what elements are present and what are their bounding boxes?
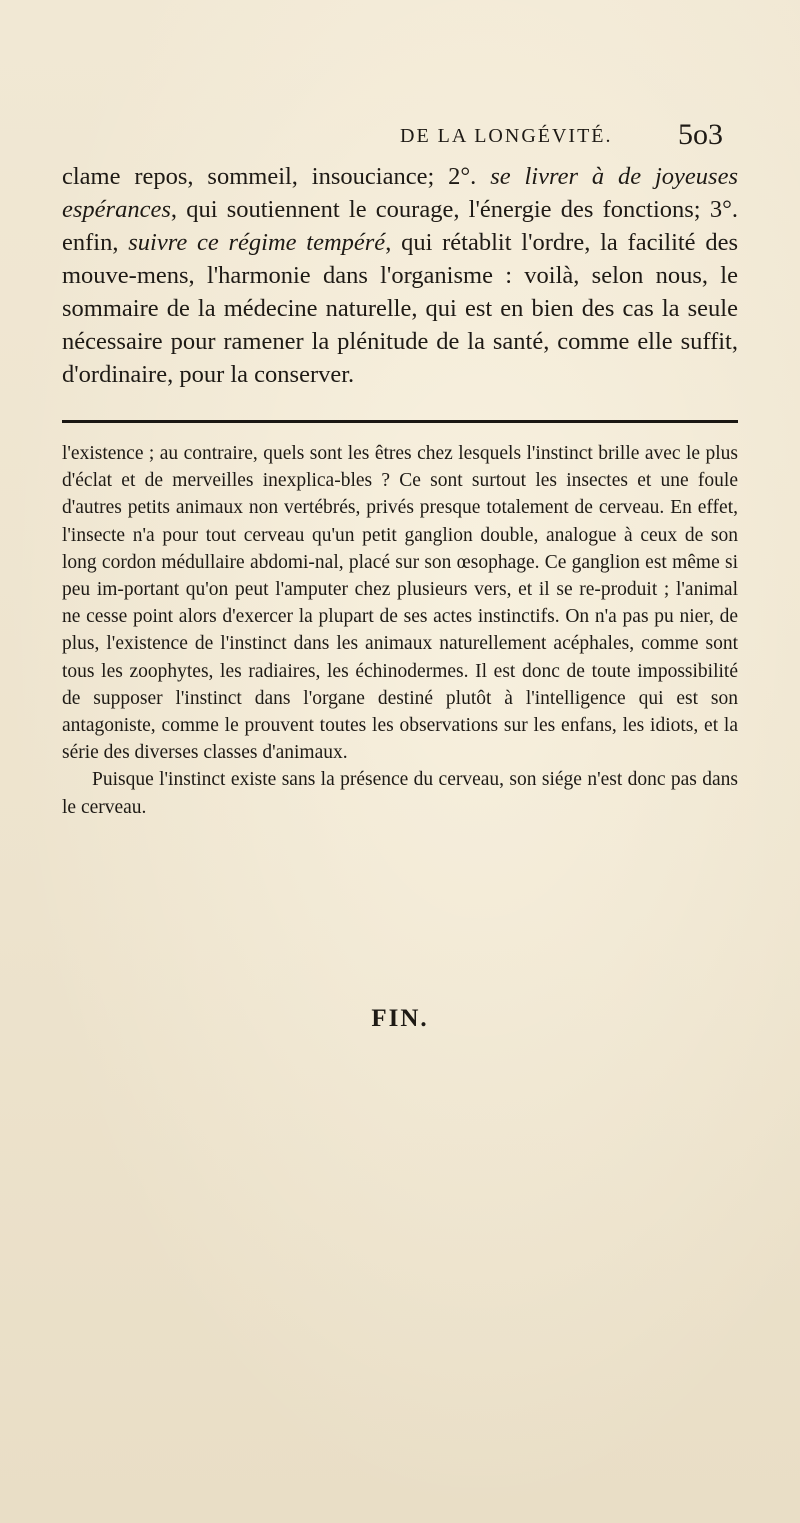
footnote-paragraph: l'existence ; au contraire, quels sont les êtres chez lesquels l'instinct brille avec le plus d'éclat et de merveilles inexplica-bles ? Ce sont surtout les insectes et une foule d'autres petits animaux non vertébrés, privés presque totalement de cerveau. En effet, l'insecte n'a pour tout cerveau qu'un petit ganglion double, analogue à ceux de son long cordon médullaire abdomi-nal, placé sur son œsophage. Ce ganglion est même si peu im-portant qu'on peut l'amputer chez plusieurs vers, et il se re-produit ; l'animal ne cesse point alors d'exercer la plupart de ses actes instinctifs. On n'a pas pu nier, de plus, l'existence de l'instinct dans les animaux naturellement acéphales, comme sont tous les zoophytes, les radiaires, les échinodermes. Il est donc de toute impossibilité de supposer l'instinct dans l'organe destiné plutôt à l'intelligence qui est son antagoniste, comme le prouvent toutes les observations sur les enfans, les idiots, et la série des diverses classes d'animaux. [62,443,738,764]
main-text-italic: suivre ce régime tempéré [128,229,386,256]
main-text-italic: se livrer à de joyeuses espérances [62,163,738,223]
main-paragraph [62,160,738,391]
running-head: DE LA LONGÉVITÉ. [400,125,613,147]
footnote-paragraph: Puisque l'instinct existe sans la présence du cerveau, son siége n'est donc pas dans le cerveau. [62,769,738,818]
main-text-segment: , qui soutiennent le courage, l'énergie des fonctions; 3°. enfin, [62,196,738,256]
main-body-text [62,160,738,391]
page-number: 5o3 [678,118,723,151]
fin-label: FIN. [371,1005,429,1032]
footnote-text [62,440,738,821]
main-text-segment: clame repos, sommeil, insouciance; 2°. [62,163,491,190]
main-text-segment: , qui rétablit l'ordre, la facilité des mouve-mens, l'harmonie dans l'organisme : voilà, selon nous, le sommaire de la médecine naturelle, qui est en bien des cas la seule nécessaire pour ramener la plénitude de la santé, comme elle suffit, d'ordinaire, pour la conserver. [62,229,738,388]
footnote-separator-rule [62,420,738,423]
